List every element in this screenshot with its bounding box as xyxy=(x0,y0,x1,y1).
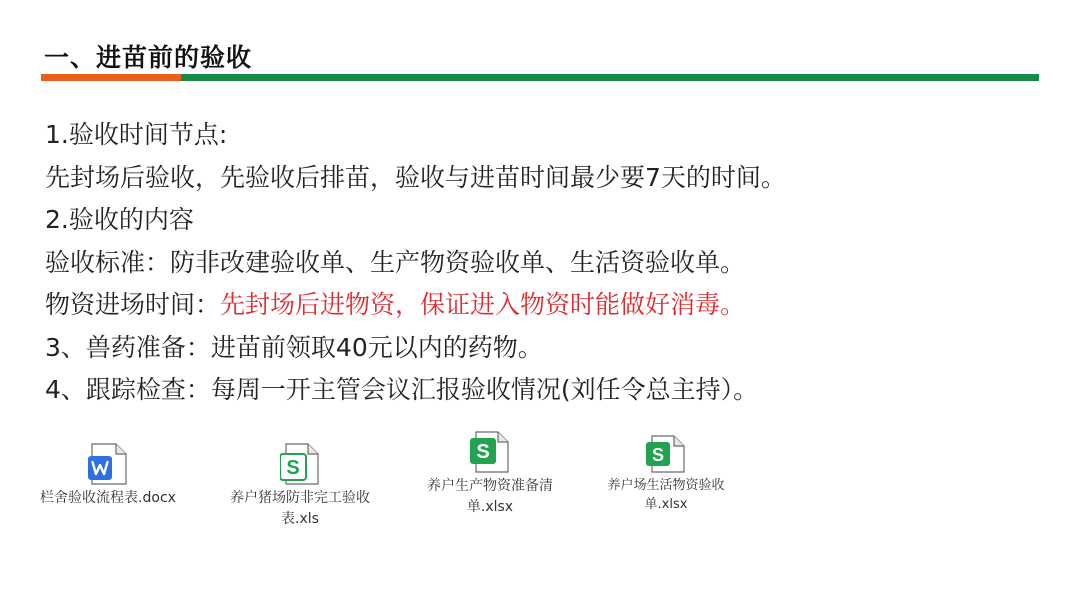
follow-up-inspection: 4、跟踪检查：每周一开主管会议汇报验收情况(刘任令总主持）。 xyxy=(45,375,759,404)
material-entry-highlight: 先封场后进物资，保证进入物资时能做好消毒。 xyxy=(220,290,746,319)
section-heading-content: 2.验收的内容 xyxy=(45,205,194,234)
section-heading-timing: 1.验收时间节点: xyxy=(45,120,228,149)
material-entry-time xyxy=(45,284,1045,327)
title-underline xyxy=(41,74,1039,81)
spreadsheet-icon xyxy=(470,430,510,474)
attachment-name: 养户猪场防非完工验收表.xls xyxy=(230,490,370,527)
svg-text:S: S xyxy=(286,457,300,479)
spreadsheet-icon xyxy=(280,442,320,486)
acceptance-standard: 验收标准：防非改建验收单、生产物资验收单、生活资验收单。 xyxy=(45,247,746,277)
word-doc-icon xyxy=(88,442,128,486)
attachment-item[interactable] xyxy=(40,442,176,509)
material-entry-label: 物资进场时间： xyxy=(45,290,221,319)
attachment-item[interactable] xyxy=(606,434,726,514)
attachment-name: 栏舍验收流程表.docx xyxy=(40,490,176,506)
underline-accent-orange xyxy=(41,74,181,81)
svg-text:S: S xyxy=(651,445,665,465)
vet-drug-preparation: 3、兽药准备：进苗前领取40元以内的药物。 xyxy=(45,332,543,362)
underline-accent-green xyxy=(181,74,1039,81)
attachment-item[interactable] xyxy=(230,442,370,530)
attachment-list xyxy=(0,430,1080,550)
attachment-name: 养户场生活物资验收单.xlsx xyxy=(607,478,725,512)
svg-text:S: S xyxy=(476,441,490,463)
attachment-item[interactable] xyxy=(420,430,560,518)
attachment-name: 养户生产物资准备清单.xlsx xyxy=(427,478,553,515)
spreadsheet-icon xyxy=(646,434,686,474)
slide-title: 一、进苗前的验收 xyxy=(44,43,253,72)
timing-description: 先封场后验收，先验收后排苗，验收与进苗时间最少要7天的时间。 xyxy=(45,162,786,192)
slide-body xyxy=(45,114,1045,412)
